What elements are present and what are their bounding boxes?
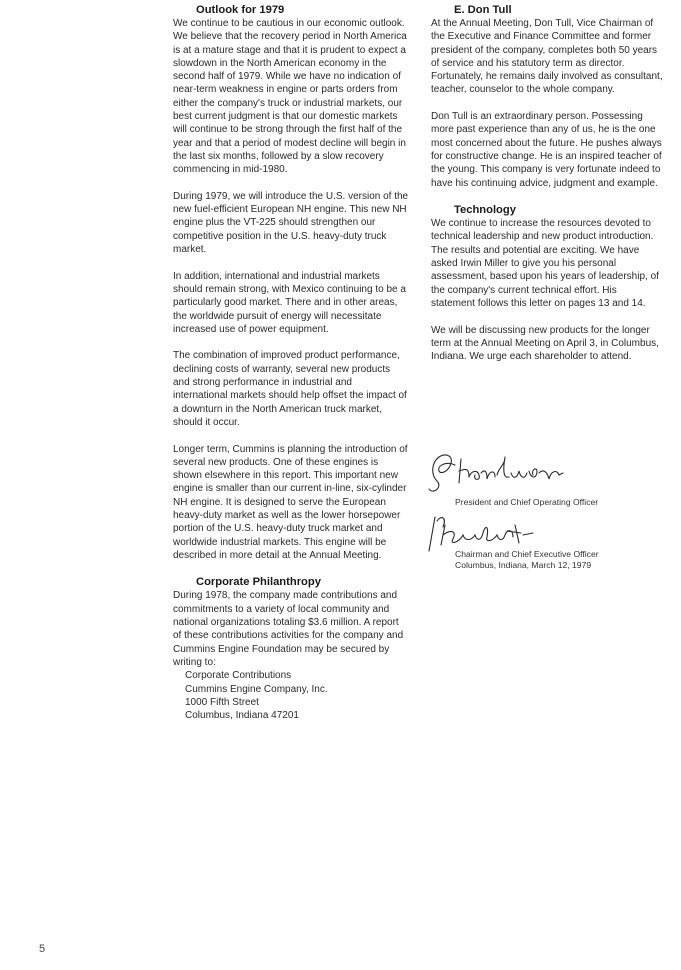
outlook-paragraph-4: The combination of improved product performance, declining costs of warranty, several new products and strong performance in industrial and international markets should help offset the impact of a downturn in the North American truck market, should it occur. [173, 350, 407, 428]
tull-paragraph-2: Don Tull is an extraordinary person. Possessing more past experience than any of us, he is the one most concerned about the future. He pushes always for constructive change. He is an inspired teacher of the young. This company is very fortunate indeed to have his continuing advice, judgment and example. [431, 111, 662, 189]
signature-title-chairman: Chairman and Chief Executive Officer [455, 549, 599, 559]
technology-paragraph-1: We continue to increase the resources devoted to technical leadership and new product introduction. The results and potential are exciting. We have asked Irwin Miller to give you his personal assessment, based upon his years of leadership, of the company's current technical effort. His statement follows this letter on pages 13 and 14. [431, 218, 659, 309]
technology-paragraph-2: We will be discussing new products for the longer term at the Annual Meeting on April 3, in Columbus, Indiana. We urge each shareholder to attend. [431, 324, 659, 363]
philanthropy-heading: Corporate Philanthropy [196, 576, 321, 589]
outlook-paragraph-1: We continue to be cautious in our economic outlook. We believe that the recovery period in North America is at a mature stage and that it is prudent to expect a slowdown in the North American economy in the second half of 1979. While we have no indication of near-term weakness in engine or parts orders from either the company's truck or industrial markets, our best current judgment is that our domestic markets will continue to be strong through the first half of the year and that a period of modest decline will begin in the last six months, followed by a slow recovery commencing in mid-1980. [173, 18, 407, 176]
address-line: 1000 Fifth Street [185, 696, 259, 708]
technology-section [431, 203, 663, 363]
signature-place-date: Columbus, Indiana, March 12, 1979 [455, 560, 592, 570]
signature-title-president: President and Chief Operating Officer [455, 497, 599, 507]
signature-henderson [425, 449, 605, 499]
right-column [431, 3, 663, 603]
address-line: Columbus, Indiana 47201 [185, 710, 299, 722]
left-column [173, 3, 409, 722]
signature-block-president [431, 449, 663, 509]
outlook-heading: Outlook for 1979 [196, 4, 285, 16]
philanthropy-section [173, 575, 409, 722]
technology-heading: Technology [454, 204, 516, 217]
page-number: 5 [39, 943, 46, 955]
address-line: Cummins Engine Company, Inc. [185, 683, 328, 695]
tull-heading: E. Don Tull [454, 4, 512, 16]
outlook-paragraph-5: Longer term, Cummins is planning the introduction of several new products. One of these engines is shown elsewhere in this report. This important new engine is smaller than our current in-line, six-cylinder NH engine. It is designed to serve the European heavy-duty market as well as the lower horsepower portion of the U.S. heavy-duty truck market and worldwide industrial markets. This engine will be described in more detail at the Annual Meeting. [173, 443, 408, 561]
philanthropy-paragraph: During 1978, the company made contributions and commitments to a variety of local community and national organizations totaling $3.6 million. A report of these contributions activities for the company and Cummins Engine Foundation may be secured by writing to: [173, 590, 404, 668]
address-line: Corporate Contributions [185, 670, 292, 682]
tull-paragraph-1: At the Annual Meeting, Don Tull, Vice Chairman of the Executive and Finance Committee and former president of the company, completes both 50 years of service and his statutory term as director. Fortunately, he remains daily involved as consultant, teacher, counselor to the whole company. [431, 18, 663, 96]
outlook-paragraph-2: During 1979, we will introduce the U.S. version of the new fuel-efficient European NH engine. This new NH engine plus the VT-225 should strengthen our competitive position in the U.S. heavy-duty truck market. [173, 190, 409, 256]
outlook-paragraph-3: In addition, international and industrial markets should remain strong, with Mexico continuing to be a particularly good market. There and in other areas, the worldwide pursuit of energy will necessitate increased use of power equipment. [173, 270, 406, 335]
signature-schacht [423, 511, 543, 553]
signature-block-chairman [431, 511, 663, 591]
contributions-address [173, 669, 409, 722]
